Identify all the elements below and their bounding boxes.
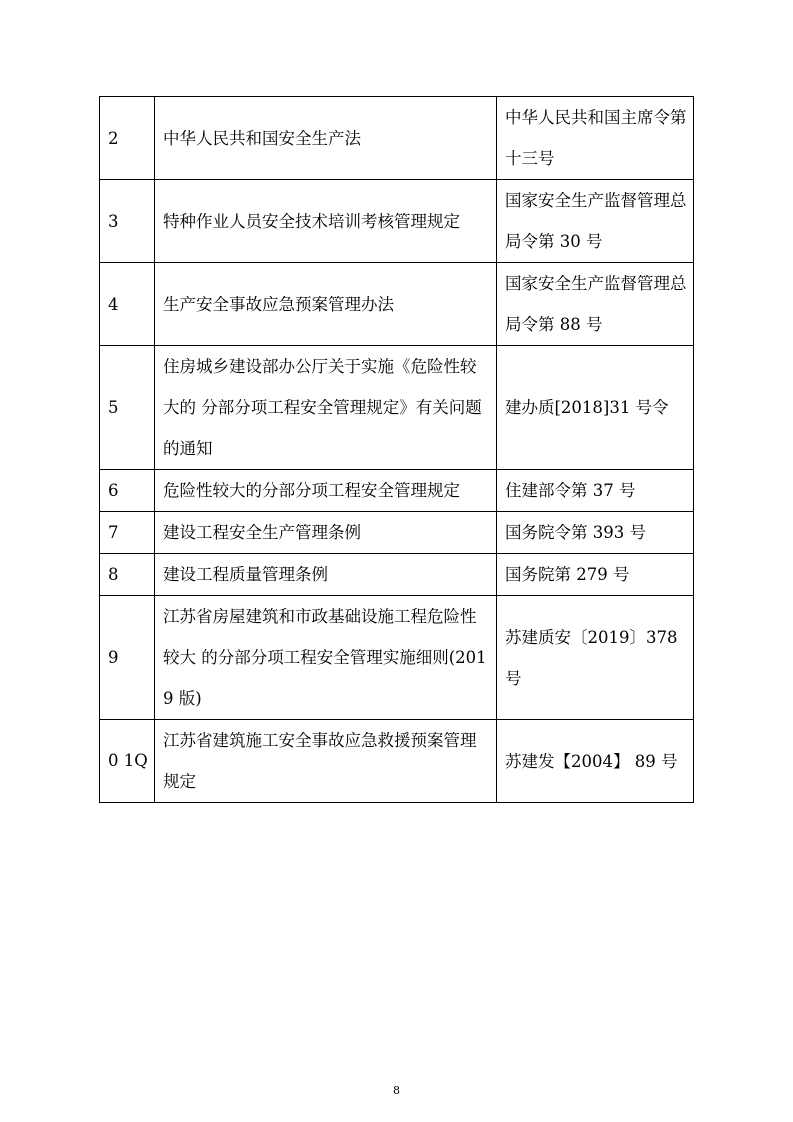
row-number: 3 (100, 180, 155, 263)
table-row (100, 263, 694, 346)
row-number: 8 (100, 554, 155, 596)
regulations-table (99, 96, 694, 803)
regulation-name: 中华人民共和国安全生产法 (155, 97, 497, 180)
row-number: 9 (100, 596, 155, 720)
document-reference: 苏建发【2004】 89 号 (497, 720, 694, 803)
row-number: 6 (100, 470, 155, 512)
document-reference: 国家安全生产监督管理总 局令第 88 号 (497, 263, 694, 346)
regulation-name: 住房城乡建设部办公厅关于实施《危险性较大的 分部分项工程安全管理规定》有关问题的通知 (155, 346, 497, 470)
document-reference: 国家安全生产监督管理总 局令第 30 号 (497, 180, 694, 263)
regulation-name: 危险性较大的分部分项工程安全管理规定 (155, 470, 497, 512)
document-reference: 住建部令第 37 号 (497, 470, 694, 512)
table-row (100, 180, 694, 263)
page-number: 8 (393, 1084, 400, 1097)
regulation-name: 建设工程安全生产管理条例 (155, 512, 497, 554)
table-row (100, 720, 694, 803)
regulation-name: 江苏省房屋建筑和市政基础设施工程危险性较大 的分部分项工程安全管理实施细则(2019 版) (155, 596, 497, 720)
table-row (100, 97, 694, 180)
regulation-name: 特种作业人员安全技术培训考核管理规定 (155, 180, 497, 263)
regulation-name: 建设工程质量管理条例 (155, 554, 497, 596)
document-reference: 国务院令第 393 号 (497, 512, 694, 554)
table-row (100, 554, 694, 596)
row-number: 7 (100, 512, 155, 554)
document-reference: 苏建质安〔2019〕378 号 (497, 596, 694, 720)
table-row (100, 470, 694, 512)
row-number: 5 (100, 346, 155, 470)
row-number: 4 (100, 263, 155, 346)
table-row (100, 346, 694, 470)
row-number: 2 (100, 97, 155, 180)
table-row (100, 512, 694, 554)
document-reference: 建办质[2018]31 号令 (497, 346, 694, 470)
document-reference: 中华人民共和国主席令第 十三号 (497, 97, 694, 180)
document-reference: 国务院第 279 号 (497, 554, 694, 596)
regulation-name: 生产安全事故应急预案管理办法 (155, 263, 497, 346)
row-number: 0 1Q (100, 720, 155, 803)
regulation-name: 江苏省建筑施工安全事故应急救援预案管理规定 (155, 720, 497, 803)
table-row (100, 596, 694, 720)
